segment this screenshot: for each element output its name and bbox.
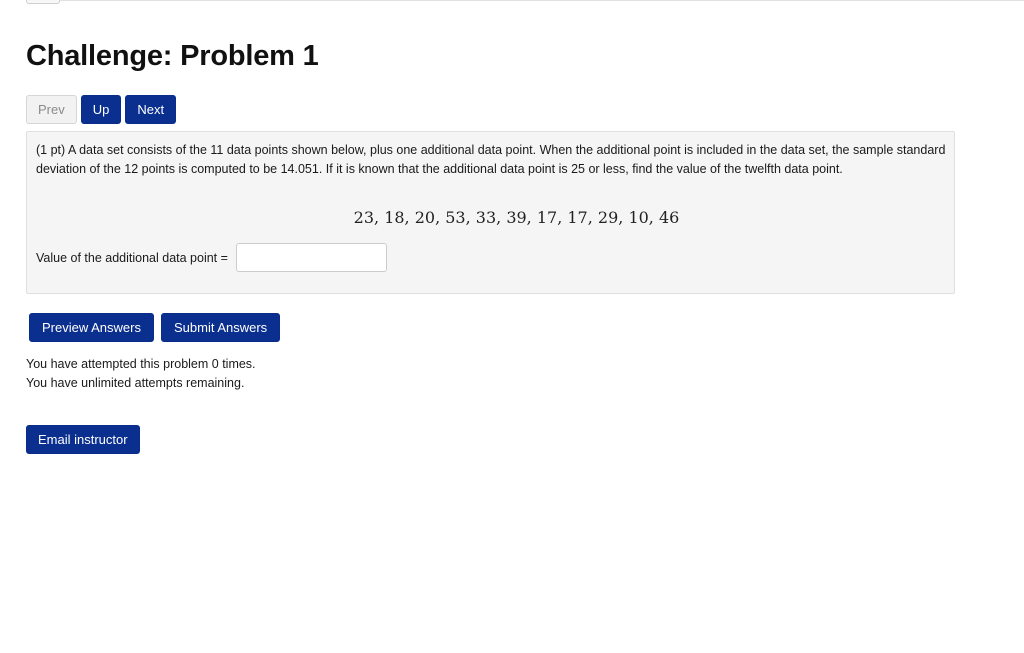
answer-input[interactable] (236, 243, 387, 272)
up-button[interactable]: Up (81, 95, 122, 124)
top-tab (26, 0, 60, 4)
page-title: Challenge: Problem 1 (26, 40, 319, 72)
answer-label: Value of the additional data point = (36, 250, 228, 265)
attempts-remaining-text: You have unlimited attempts remaining. (26, 376, 245, 390)
data-points: 23, 18, 20, 53, 33, 39, 17, 17, 29, 10, 46 (353, 208, 680, 227)
answer-row (36, 243, 387, 272)
problem-statement: (1 pt) A data set consists of the 11 data points shown below, plus one additional data point. When the additional point is included in the data set, the sample standard deviation of the 12 points is computed to be 14.051. If it is known that the additional data point is 25 or less, find the value of the twelfth data point. (36, 143, 946, 176)
next-button[interactable]: Next (125, 95, 176, 124)
prev-button[interactable]: Prev (26, 95, 77, 124)
attempts-count-text: You have attempted this problem 0 times. (26, 357, 256, 371)
answer-actions (29, 313, 280, 342)
problem-nav (26, 95, 176, 124)
preview-answers-button[interactable]: Preview Answers (29, 313, 154, 342)
attempts-info (26, 355, 256, 393)
email-instructor-button[interactable]: Email instructor (26, 425, 140, 454)
submit-answers-button[interactable]: Submit Answers (161, 313, 280, 342)
problem-box (26, 131, 955, 294)
top-divider (26, 0, 1024, 3)
